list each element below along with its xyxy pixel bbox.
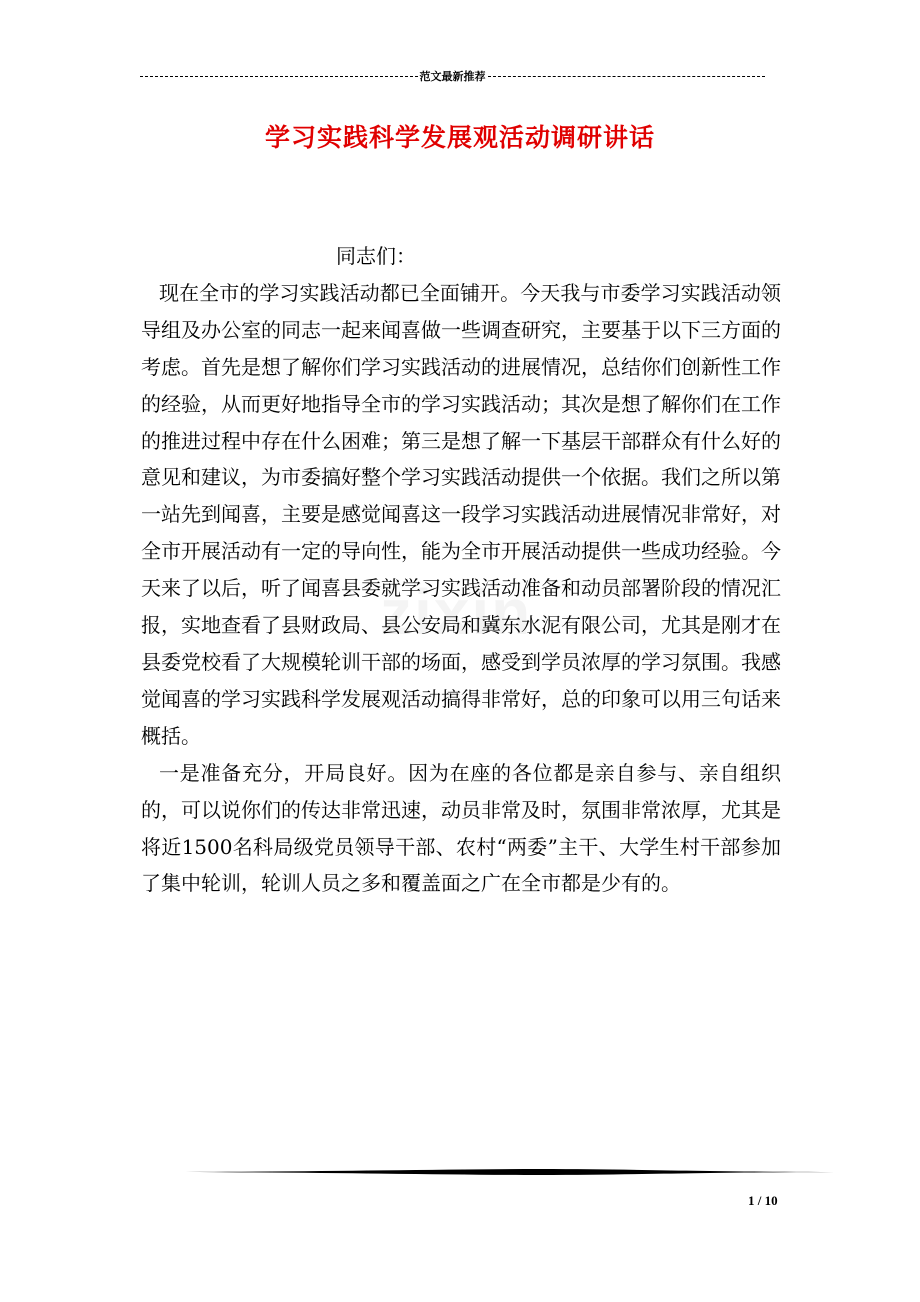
header-dash-right — [488, 76, 766, 77]
header-label: 范文最新推荐 — [419, 71, 486, 83]
page-number: 1 / 10 — [748, 1193, 778, 1208]
footer-rule — [140, 1168, 862, 1176]
paragraph-2: 一是准备充分，开局良好。因为在座的各位都是亲自参与、亲自组织的，可以说你们的传达非常迅速，动员非常及时，氛围非常浓厚，尤其是将近1500名科局级党员领导干部、农村“两委”主干、大学生村干部参加了集中轮训，轮训人员之多和覆盖面之广在全市都是少有的。 — [141, 760, 781, 896]
document-title: 学习实践科学发展观活动调研讲话 — [264, 123, 655, 152]
salutation: 同志们： — [336, 244, 416, 268]
header-dash-left — [140, 76, 418, 77]
paragraph-1: 现在全市的学习实践活动都已全面铺开。今天我与市委学习实践活动领导组及办公室的同志一起来闻喜做一些调查研究，主要基于以下三方面的考虑。首先是想了解你们学习实践活动的进展情况，总结你们创新性工作的经验，从而更好地指导全市的学习实践活动；其次是想了解你们在工作的推进过程中存在什么困难；第三是想了解一下基层干部群众有什么好的意见和建议，为市委搞好整个学习实践活动提供一个依据。我们之所以第一站先到闻喜，主要是感觉闻喜这一段学习实践活动进展情况非常好，对全市开展活动有一定的导向性，能为全市开展活动提供一些成功经验。今天来了以后，听了闻喜县委就学习实践活动准备和动员部署阶段的情况汇报，实地查看了县财政局、县公安局和冀东水泥有限公司，尤其是刚才在县委党校看了大规模轮训干部的场面，感受到学员浓厚的学习氛围。我感觉闻喜的学习实践科学发展观活动搞得非常好，总的印象可以用三句话来概括。 — [141, 280, 781, 748]
header-banner — [140, 66, 765, 86]
document-body — [141, 238, 781, 902]
